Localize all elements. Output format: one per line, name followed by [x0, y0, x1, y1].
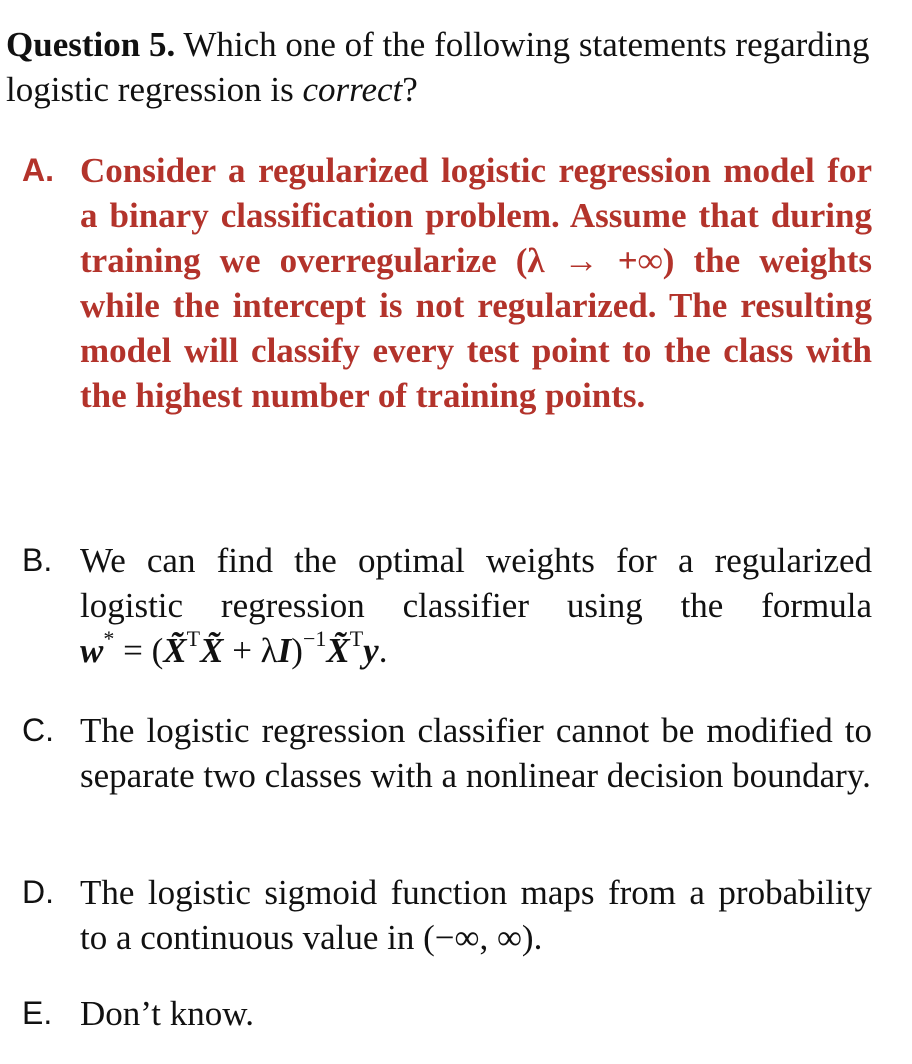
formula-transpose-2: T [349, 626, 364, 651]
option-d-letter: D. [22, 874, 54, 910]
option-c-letter: C. [22, 712, 54, 748]
option-a[interactable] [22, 148, 872, 418]
question-emphasis: correct [302, 70, 403, 109]
option-e[interactable] [22, 991, 872, 1036]
option-d[interactable] [22, 870, 872, 960]
formula-transpose-1: T [186, 626, 201, 651]
formula-inverse: −1 [302, 626, 327, 651]
ridge-formula [80, 626, 388, 670]
option-e-letter: E. [22, 995, 53, 1031]
option-e-text: Don’t know. [80, 994, 255, 1033]
question-mark: ? [402, 70, 418, 109]
formula-y: y [363, 631, 379, 670]
option-b-content [80, 538, 872, 673]
option-b-letter: B. [22, 542, 53, 578]
formula-plus-lambda: + λ [223, 631, 278, 670]
question-prompt [6, 22, 886, 112]
formula-eq: = ( [114, 631, 164, 670]
formula-w: w [80, 631, 104, 670]
option-b-text: We can find the optimal weights for a regularized logistic regression classifier using the formula [80, 541, 872, 625]
formula-x-tilde-2: X̃ [200, 631, 224, 670]
option-a-letter: A. [22, 152, 54, 188]
question-text: Which one of the following statements regarding logistic regression is [6, 25, 870, 109]
option-c-text: The logistic regression classifier cannot be modified to separate two classes with a nonlinear decision boundary. [80, 711, 872, 795]
option-c[interactable] [22, 708, 872, 798]
formula-period: . [378, 631, 388, 670]
formula-x-tilde-1: X̃ [163, 631, 187, 670]
formula-x-tilde-3: X̃ [326, 631, 350, 670]
formula-identity: I [277, 631, 292, 670]
option-a-text: Consider a regularized logistic regression model for a binary classification problem. Assume that during training we overregularize (λ → +∞) the weights while the intercept is not regularized. The resulting model will classify every test point to the class with the highest number of training points. [80, 151, 872, 415]
question-label: Question 5. [6, 25, 176, 64]
formula-close-paren: ) [291, 631, 303, 670]
option-d-text: The logistic sigmoid function maps from a probability to a continuous value in (−∞, ∞). [80, 873, 872, 957]
option-b[interactable] [22, 538, 872, 673]
formula-star: * [103, 626, 115, 651]
